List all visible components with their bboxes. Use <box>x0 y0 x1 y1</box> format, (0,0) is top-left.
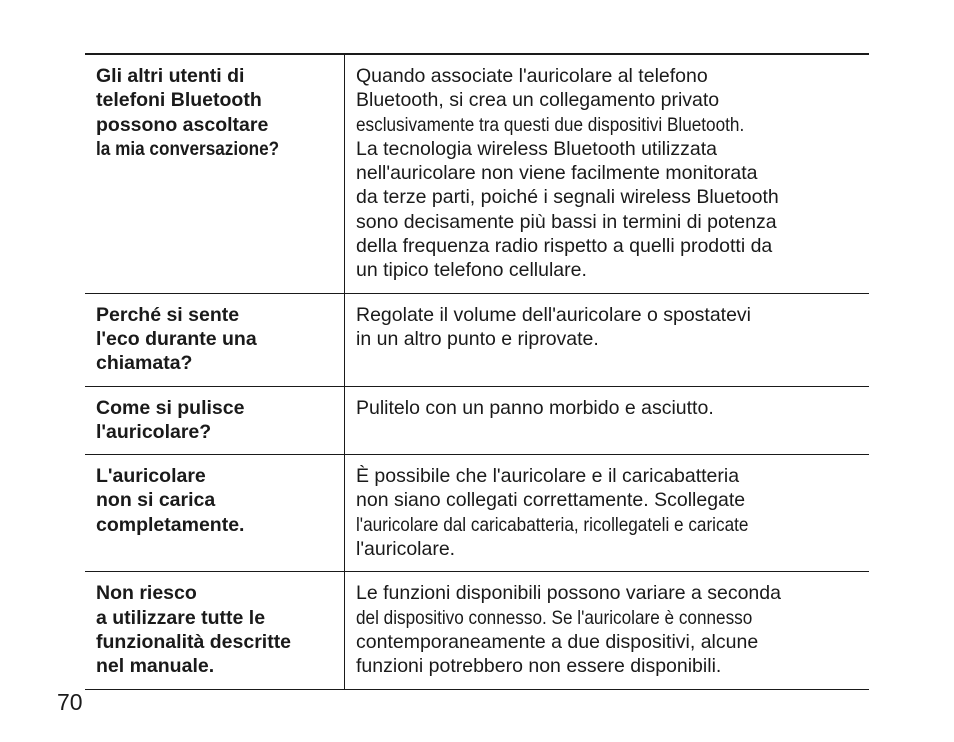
faq-answer <box>345 386 870 455</box>
answer-line: esclusivamente tra questi due dispositivi Bluetooth. <box>356 113 745 136</box>
question-line: possono ascoltare <box>96 113 269 136</box>
answer-line: del dispositivo connesso. Se l'auricolare è connesso <box>356 606 753 629</box>
answer-line: in un altro punto e riprovate. <box>356 327 599 350</box>
question-line: la mia conversazione? <box>96 137 280 160</box>
question-line: nel manuale. <box>96 655 215 678</box>
answer-line: Le funzioni disponibili possono variare a seconda <box>356 582 781 605</box>
question-line: completamente. <box>96 513 245 536</box>
faq-answer <box>345 54 870 293</box>
answer-line: Pulitelo con un panno morbido e asciutto. <box>356 396 714 419</box>
faq-question <box>85 572 345 689</box>
faq-row <box>85 54 869 293</box>
answer-line: Quando associate l'auricolare al telefono <box>356 65 708 87</box>
faq-row <box>85 293 869 386</box>
answer-line: Regolate il volume dell'auricolare o spostatevi <box>356 303 752 326</box>
answer-line: sono decisamente più bassi in termini di potenza <box>356 210 777 233</box>
answer-line: contemporaneamente a due dispositivi, alcune <box>356 630 759 653</box>
answer-line: un tipico telefono cellulare. <box>356 259 587 282</box>
question-line: telefoni Bluetooth <box>96 89 262 112</box>
faq-row <box>85 386 869 455</box>
question-line: l'auricolare? <box>96 420 212 443</box>
faq-question <box>85 455 345 572</box>
answer-line: da terze parti, poiché i segnali wireless Bluetooth <box>356 186 779 209</box>
answer-line: non siano collegati correttamente. Scollegate <box>356 489 746 512</box>
faq-row <box>85 572 869 689</box>
faq-table <box>85 53 869 690</box>
answer-line: l'auricolare. <box>356 538 456 561</box>
question-line: chiamata? <box>96 352 193 375</box>
question-line: Gli altri utenti di <box>96 65 245 87</box>
faq-answer <box>345 572 870 689</box>
question-line: a utilizzare tutte le <box>96 606 266 629</box>
faq-answer <box>345 455 870 572</box>
answer-line: l'auricolare dal caricabatteria, ricollegateli e caricate <box>356 513 749 536</box>
question-line: Come si pulisce <box>96 396 245 419</box>
question-line: L'auricolare <box>96 465 206 488</box>
question-line: l'eco durante una <box>96 327 257 350</box>
question-line: Non riesco <box>96 582 197 605</box>
faq-question <box>85 293 345 386</box>
faq-row <box>85 455 869 572</box>
faq-answer <box>345 293 870 386</box>
answer-line: funzioni potrebbero non essere disponibili. <box>356 655 722 678</box>
question-line: funzionalità descritte <box>96 630 292 653</box>
answer-line: È possibile che l'auricolare e il caricabatteria <box>356 465 740 488</box>
answer-line: nell'auricolare non viene facilmente monitorata <box>356 162 758 185</box>
answer-line: La tecnologia wireless Bluetooth utilizzata <box>356 137 717 160</box>
question-line: non si carica <box>96 489 216 512</box>
answer-line: della frequenza radio rispetto a quelli prodotti da <box>356 235 773 258</box>
faq-question <box>85 386 345 455</box>
page-number: 70 <box>57 689 83 715</box>
question-line: Perché si sente <box>96 303 240 326</box>
faq-question <box>85 54 345 293</box>
answer-line: Bluetooth, si crea un collegamento privato <box>356 89 720 112</box>
